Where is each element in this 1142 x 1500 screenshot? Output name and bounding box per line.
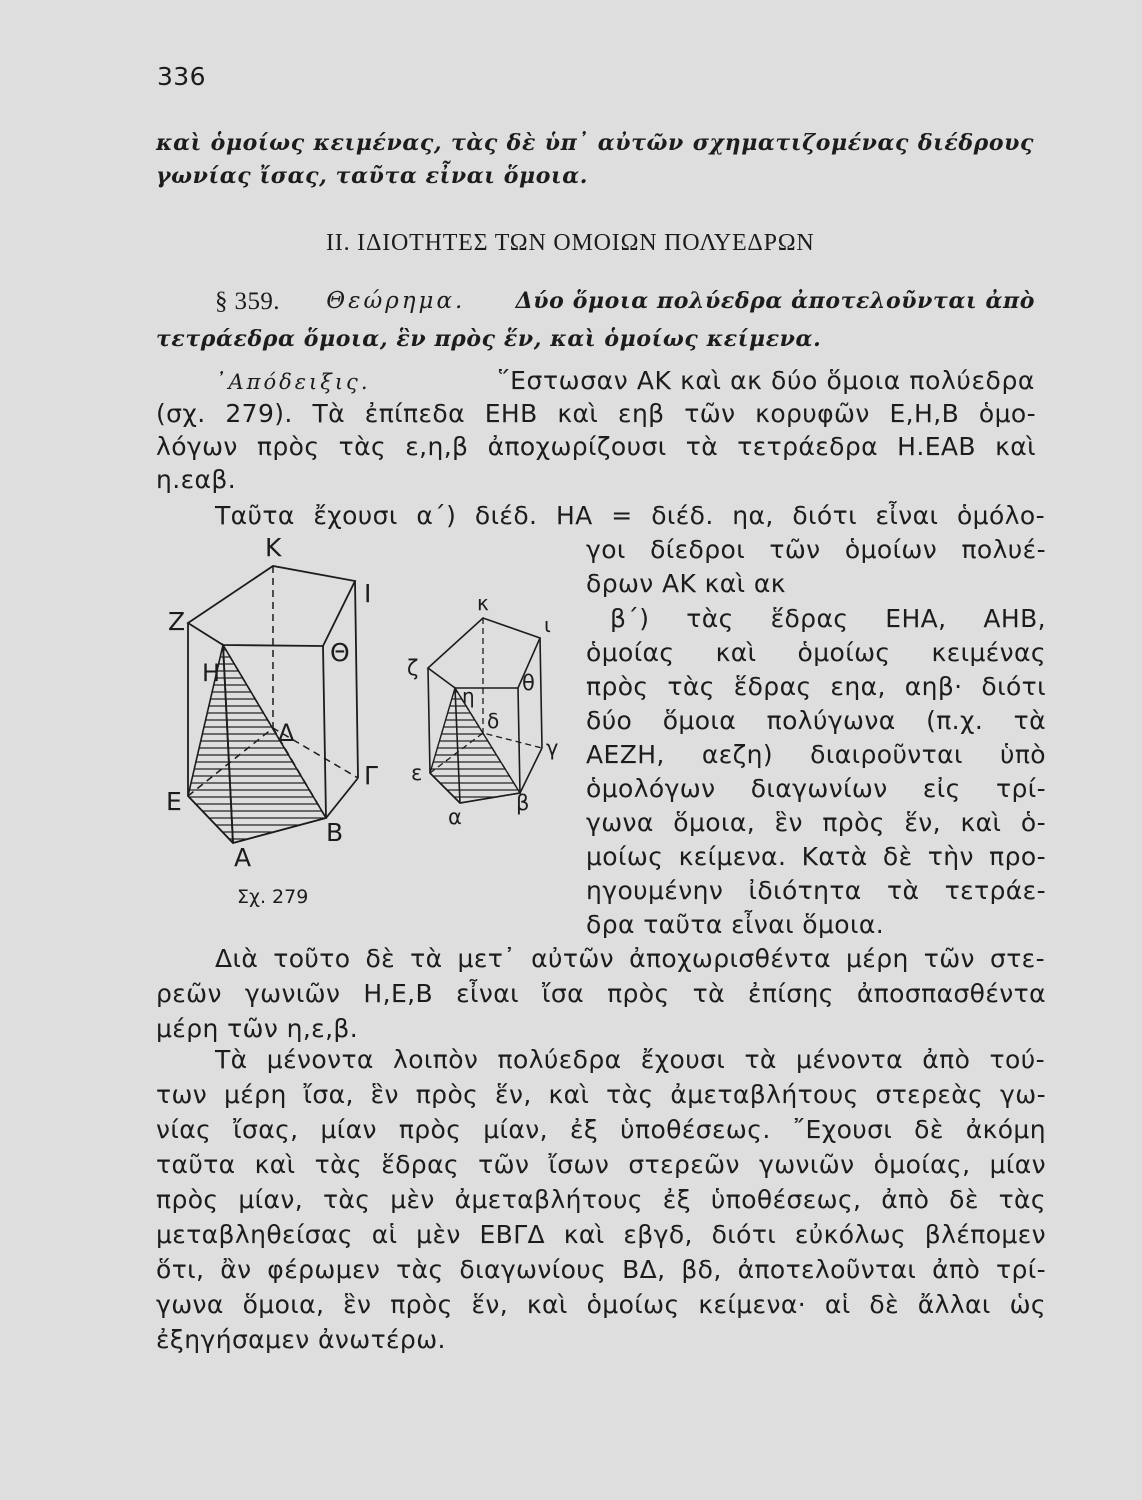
wrap-line: δρων ΑΚ καὶ ακ — [586, 569, 786, 598]
figure-caption: Σχ. 279 — [237, 886, 309, 908]
theorem-statement: Δύο ὅμοια πολύεδρα ἀποτελοῦνται ἀπὸ — [515, 288, 1035, 314]
large-prism — [188, 566, 358, 843]
label-large: Κ — [265, 533, 282, 562]
wrap-line: μοίως κείμενα. Κατὰ δὲ τὴν προ- — [586, 842, 1046, 871]
proof-line-2: (σχ. 279). Τὰ ἐπίπεδα ΕΗΒ καὶ εηβ τῶν κορυφῶν Ε,Η,Β ὁμο- — [156, 399, 1036, 428]
wrap-line: ΑΕΖΗ, αεζη) διαιροῦνται ὑπὸ — [586, 740, 1046, 769]
label-small: δ — [487, 709, 500, 733]
theorem-number: § 359. — [215, 288, 280, 315]
large-prism-top-face — [188, 566, 355, 646]
label-small: κ — [477, 591, 489, 615]
theorem-line-2: τετράεδρα ὅμοια, ἓν πρὸς ἕν, καὶ ὁμοίως κείμενα. — [156, 326, 822, 352]
label-large: Β — [326, 818, 344, 847]
label-large: Α — [234, 843, 252, 872]
label-small: β — [516, 791, 530, 815]
wrap-line-1: Ταῦτα ἔχουσι α΄) διέδ. ΗΑ = διέδ. ηα, διότι εἶναι ὁμόλο- — [215, 501, 1045, 530]
para2-line: ρεῶν γωνιῶν Η,Ε,Β εἶναι ἴσα πρὸς τὰ ἐπίσης ἀποσπασθέντα — [156, 979, 1046, 1008]
wrap-line: πρὸς τὰς ἕδρας εηα, αηβ· διότι — [586, 672, 1046, 701]
label-large: Δ — [278, 719, 295, 747]
label-small: ζ — [407, 656, 419, 680]
wrap-line: ὁμοίας καὶ ὁμοίως κειμένας — [586, 638, 1046, 667]
wrap-line: γωνα ὅμοια, ἓν πρὸς ἕν, καὶ ὁ- — [586, 808, 1046, 837]
label-large: Γ — [364, 761, 378, 790]
figure-279 — [160, 528, 580, 918]
label-small: θ — [522, 671, 535, 695]
small-tetrahedron — [430, 688, 520, 803]
label-large: Η — [202, 659, 221, 687]
wrap-line: ὁμολόγων διαγωνίων εἰς τρί- — [586, 774, 1046, 803]
para3-line: των μέρη ἴσα, ἓν πρὸς ἕν, καὶ τὰς ἀμεταβλήτους στερεὰς γω- — [156, 1080, 1046, 1109]
label-large: Ζ — [168, 607, 186, 636]
proof-line-4: η.εαβ. — [156, 465, 237, 494]
para3-line: πρὸς μίαν, τὰς μὲν ἀμεταβλήτους ἐξ ὑποθέσεως, ἀπὸ δὲ τὰς — [156, 1185, 1046, 1214]
label-small: α — [448, 805, 462, 829]
label-small: γ — [546, 736, 559, 760]
label-large: Ε — [166, 787, 182, 816]
para3-line: Τὰ μένοντα λοιπὸν πολύεδρα ἔχουσι τὰ μένοντα ἀπὸ τού- — [215, 1045, 1045, 1074]
intro-line-1: καὶ ὁμοίως κειμένας, τὰς δὲ ὑπ᾽ αὐτῶν σχηματιζομένας διέδρους — [156, 130, 1034, 156]
para3-line: μεταβληθείσας αἱ μὲν ΕΒΓΔ καὶ εβγδ, διότι εὐκόλως βλέπομεν — [156, 1220, 1046, 1249]
proof-label: ᾽Απόδειξις. — [215, 370, 371, 394]
para3-line: ἐξηγήσαμεν ἀνωτέρω. — [156, 1325, 446, 1354]
edge-THETA-B — [323, 646, 326, 818]
small-prism — [428, 618, 542, 803]
wrap-line: δρα ταῦτα εἶναι ὅμοια. — [586, 910, 885, 939]
intro-line-2: γωνίας ἴσας, ταῦτα εἶναι ὅμοια. — [156, 163, 589, 189]
wrap-line: δύο ὅμοια πολύγωνα (π.χ. τὰ — [586, 706, 1046, 735]
label-large: Ι — [364, 579, 372, 608]
para2-line: μέρη τῶν η,ε,β. — [156, 1014, 359, 1043]
edge-I-G — [355, 581, 358, 778]
para3-line: ταῦτα καὶ τὰς ἕδρας τῶν ἴσων στερεῶν γωνιῶν ὁμοίας, μίαν — [156, 1150, 1046, 1179]
page-number: 336 — [157, 62, 206, 91]
proof-line-1-text: ῞Εστωσαν ΑΚ καὶ ακ δύο ὅμοια πολύεδρα — [497, 366, 1035, 395]
label-small: η — [462, 684, 475, 708]
para3-line: νίας ἴσας, μίαν πρὸς μίαν, ἐξ ὑποθέσεως. ῎Εχουσι δὲ ἀκόμη — [156, 1115, 1046, 1144]
wrap-line: ηγουμένην ἰδιότητα τὰ τετράε- — [586, 876, 1046, 905]
proof-line-3: λόγων πρὸς τὰς ε,η,β ἀποχωρίζουσι τὰ τετράεδρα Η.ΕΑΒ καὶ — [156, 432, 1036, 461]
wrap-line: γοι δίεδροι τῶν ὁμοίων πολυέ- — [586, 535, 1046, 564]
proof-line-1 — [215, 366, 1035, 395]
para3-line: ὅτι, ἂν φέρωμεν τὰς διαγωνίους ΒΔ, βδ, ἀποτελοῦνται ἀπὸ τρί- — [156, 1255, 1046, 1284]
label-small: ε — [411, 761, 423, 785]
label-small: ι — [544, 613, 551, 637]
para2-line: Διὰ τοῦτο δὲ τὰ μετ᾽ αὐτῶν ἀποχωρισθέντα μέρη τῶν στε- — [215, 944, 1045, 973]
wrap-line: β΄) τὰς ἕδρας ΕΗΑ, ΑΗΒ, — [610, 604, 1046, 633]
label-large: Θ — [330, 638, 350, 667]
theorem-label: Θεώρημα. — [326, 288, 466, 314]
section-heading: II. ΙΔΙΟΤΗΤΕΣ ΤΩΝ ΟΜΟΙΩΝ ΠΟΛΥΕΔΡΩΝ — [326, 230, 815, 256]
theorem-line-1 — [215, 288, 1035, 316]
para3-line: γωνα ὅμοια, ἓν πρὸς ἕν, καὶ ὁμοίως κείμενα· αἱ δὲ ἄλλαι ὡς — [156, 1290, 1046, 1319]
